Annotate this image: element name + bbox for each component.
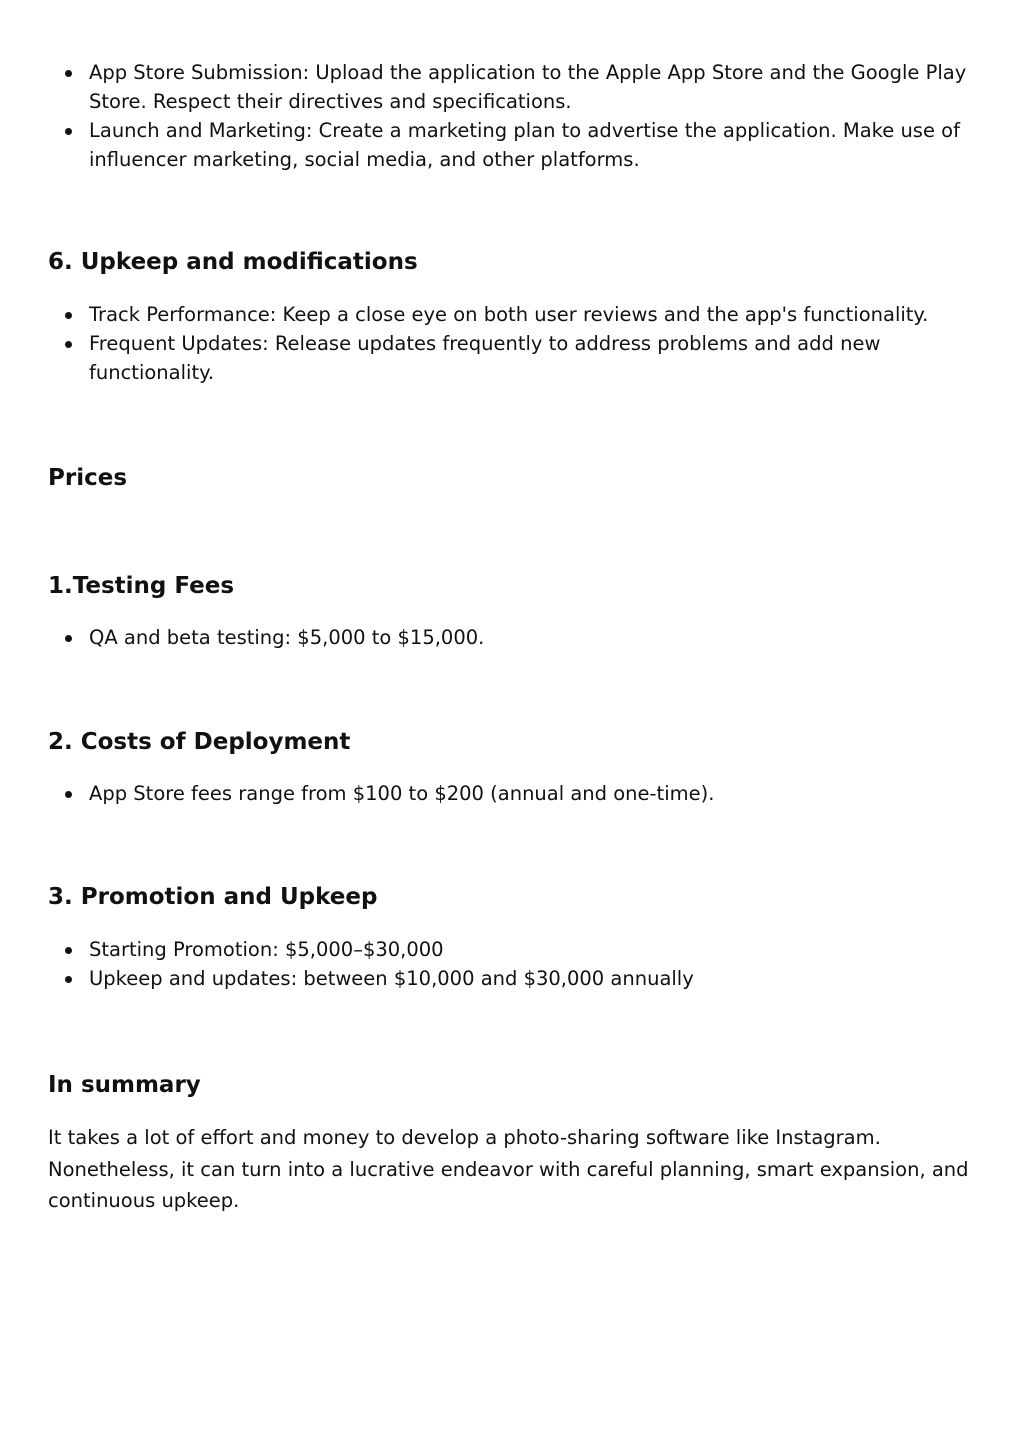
list-item: QA and beta testing: $5,000 to $15,000. [48,623,978,652]
list-item: Starting Promotion: $5,000–$30,000 [48,935,978,964]
section-heading-prices: Prices [48,465,128,491]
list-item: App Store Submission: Upload the application to the Apple App Store and the Google Play Store. Respect their directives and specifications. [48,58,978,116]
section-heading-summary: In summary [48,1072,201,1098]
list-item: Upkeep and updates: between $10,000 and $30,000 annually [48,964,978,993]
section-heading-testing: 1.Testing Fees [48,573,235,599]
section-heading-promotion: 3. Promotion and Upkeep [48,884,378,910]
promotion-list [48,935,978,993]
section-heading-upkeep: 6. Upkeep and modifications [48,249,418,275]
list-item: App Store fees range from $100 to $200 (annual and one-time). [48,779,978,808]
section-heading-deployment: 2. Costs of Deployment [48,729,351,755]
testing-list [48,623,978,652]
list-item: Frequent Updates: Release updates frequently to address problems and add new functionality. [48,329,978,387]
list-item: Launch and Marketing: Create a marketing plan to advertise the application. Make use of influencer marketing, social media, and other platforms. [48,116,978,174]
summary-paragraph: It takes a lot of effort and money to develop a photo-sharing software like Instagram. Nonetheless, it can turn into a lucrative endeavor with careful planning, smart expansion, and continuous upkeep. [48,1126,969,1212]
list-item: Track Performance: Keep a close eye on both user reviews and the app's functionality. [48,300,978,329]
deployment-list [48,779,978,808]
upkeep-list [48,300,978,387]
launch-list [48,58,978,174]
